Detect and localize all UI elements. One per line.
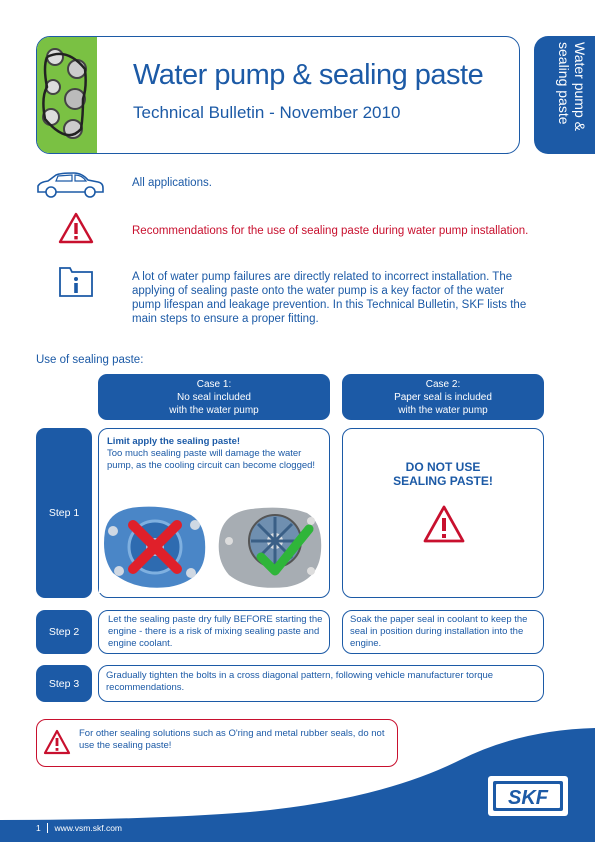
warning-box: [36, 719, 398, 767]
case-2-header: [342, 374, 544, 420]
page-subtitle: Technical Bulletin - November 2010: [133, 103, 401, 122]
step-1-case-1-heading: Limit apply the sealing paste!: [107, 436, 241, 447]
info-text: A lot of water pump failures are directly related to incorrect installation. The applying of sealing paste onto the water pump is a key factor of the water pump lifespan and leakage prevention. In this Technical Bulletin, SKF lists the main steps to ensure a proper fitting.: [132, 271, 527, 325]
step-1-case-2-card: [342, 428, 544, 598]
warning-text: For other sealing solutions such as O'ring and metal rubber seals, do not use the sealing paste!: [79, 728, 385, 751]
footer-divider: [47, 823, 48, 833]
case-2-title: Case 2:: [425, 379, 461, 390]
warning-icon: [43, 729, 71, 755]
step-3-card: [98, 665, 544, 702]
pump-correct-paste-image: [215, 501, 327, 593]
applications-text: All applications.: [132, 177, 212, 189]
step-3-tab: Step 3: [36, 665, 92, 702]
page-number: 1: [36, 823, 41, 833]
step-2-case-1-card: [98, 610, 330, 654]
info-folder-icon: [58, 264, 94, 298]
page-title: Water pump & sealing paste: [133, 59, 484, 91]
warning-icon: [58, 212, 94, 244]
step-3-text: Gradually tighten the bolts in a cross diagonal pattern, following vehicle manufacturer torque recommendations.: [106, 670, 494, 693]
step-2-case-1-text: Let the sealing paste dry fully BEFORE starting the engine - there is a risk of mixing sealing paste and engine coolant.: [108, 614, 323, 649]
step-1-case-1-card: [98, 428, 330, 598]
side-tab-label: Water pump & sealing paste: [556, 42, 588, 131]
recommendation-text: Recommendations for the use of sealing paste during water pump installation.: [132, 225, 529, 237]
case-1-header: [98, 374, 330, 420]
car-icon: [34, 170, 106, 200]
step-2-case-2-card: [342, 610, 544, 654]
step-2-tab: Step 2: [36, 610, 92, 654]
case-1-line1: No seal included: [177, 392, 251, 403]
pump-too-much-paste-image: [99, 501, 211, 593]
footer-url[interactable]: www.vsm.skf.com: [54, 823, 123, 833]
case-2-line2: with the water pump: [398, 405, 488, 416]
skf-logo: [488, 776, 568, 816]
case-1-title: Case 1:: [196, 379, 232, 390]
case-2-line1: Paper seal is included: [394, 392, 492, 403]
side-tab: [534, 36, 595, 154]
header-box: [36, 36, 520, 154]
do-not-use-line2: SEALING PASTE!: [393, 474, 493, 488]
do-not-use-line1: DO NOT USE: [405, 460, 481, 474]
skf-logo-text: SKF: [508, 787, 548, 809]
step-1-case-1-text: Too much sealing paste will damage the water pump, as the cooling circuit can become clogged!: [107, 448, 316, 471]
section-label: Use of sealing paste:: [36, 354, 144, 366]
warning-icon: [423, 505, 465, 543]
belt-drive-image: [37, 37, 97, 153]
step-1-tab: Step 1: [36, 428, 92, 598]
step-2-case-2-text: Soak the paper seal in coolant to keep the seal in position during installation into the engine.: [350, 614, 528, 649]
case-1-line2: with the water pump: [169, 405, 259, 416]
footer: [36, 823, 122, 833]
